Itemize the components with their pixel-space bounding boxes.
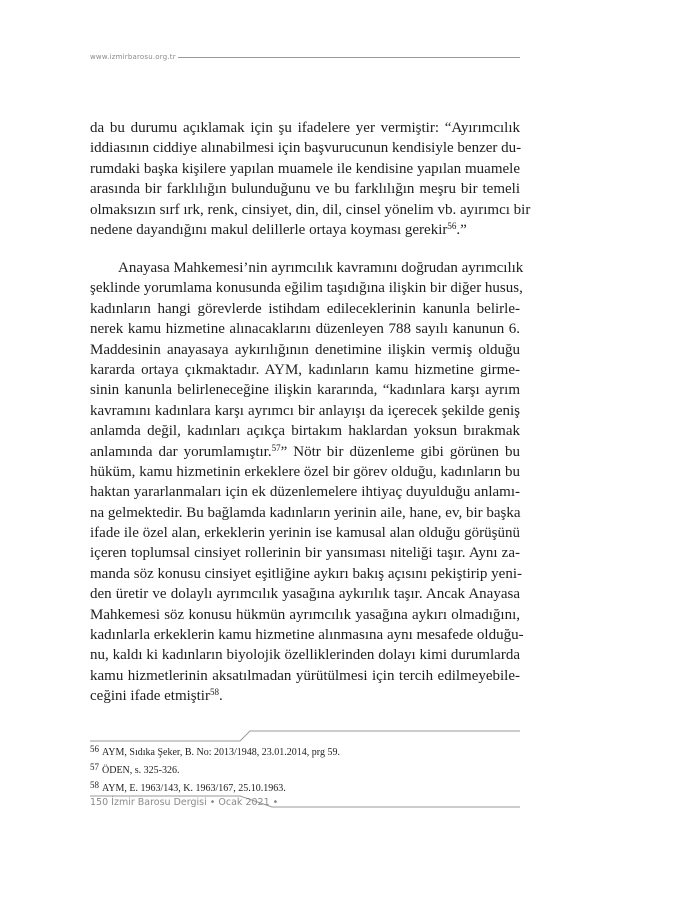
text-line <box>90 179 520 199</box>
line-text: den üretir ve dolaylı ayrımcılık yasağına aykırılık taşır. Ancak Anayasa <box>90 586 520 603</box>
text-line <box>90 442 520 462</box>
line-text: Maddesinin anayasaya aykırılığının denetimine ilişkin vermiş olduğu <box>90 341 520 358</box>
footnote-number: 58 <box>90 780 99 790</box>
text-line <box>90 278 523 298</box>
line-text: arasında bir farklılığın bulunduğunu ve bu farklılığın meşru bir temeli <box>90 181 520 198</box>
running-footer <box>90 795 520 811</box>
line-text: kamu hizmetlerinin aksatılmadan yürütülmesi için tercih edilmeyebile- <box>90 667 520 684</box>
line-text: içeren toplumsal cinsiyet rollerinin bir yansıması niteliği taşır. Aynı za- <box>90 545 520 562</box>
text-line <box>90 564 520 584</box>
line-text: ceğini ifade etmiştir <box>90 688 210 705</box>
text-line <box>90 200 531 220</box>
footnote-text: ÖDEN, s. 325-326. <box>102 765 180 776</box>
text-line <box>90 523 520 543</box>
line-text: nedene dayandığını makul delillerle ortaya koyması gerekir <box>90 221 448 238</box>
footnote-number: 56 <box>90 744 99 754</box>
line-text: ” Nötr bir düzenleme gibi görünen bu <box>280 443 520 460</box>
line-text: kadınlarla erkeklerin kamu hizmetine alınmasına aynı mesafede olduğu- <box>90 627 524 644</box>
text-line <box>90 220 520 240</box>
paragraph-1 <box>90 118 531 240</box>
line-text: anlamda değil, kadınları açıkça birtakım haklardan yoksun bırakmak <box>90 423 520 440</box>
line-text: . <box>218 688 223 705</box>
text-line <box>90 482 520 502</box>
line-text: rumdaki başka kişilere yapılan muamele ile kendisine yapılan muamele <box>90 160 520 177</box>
footnote-reference[interactable]: 57 <box>271 442 281 453</box>
footnote-57 <box>90 762 340 780</box>
footnote-text: AYM, Sıdıka Şeker, B. No: 2013/1948, 23.01.2014, prg 59. <box>102 747 340 758</box>
running-header <box>90 53 520 61</box>
text-line <box>90 421 520 441</box>
text-line <box>90 686 520 706</box>
line-text: .” <box>456 221 467 238</box>
text-line <box>90 380 520 400</box>
paragraph-2 <box>90 258 524 707</box>
line-text: hüküm, kamu hizmetinin erkeklere özel bir görev olduğu, kadınların bu <box>90 463 520 480</box>
text-line <box>90 299 520 319</box>
text-line <box>90 258 524 278</box>
footnote-number: 57 <box>90 762 99 772</box>
text-line <box>90 360 520 380</box>
text-line <box>90 340 520 360</box>
text-line <box>90 462 520 482</box>
footnote-separator <box>90 730 520 742</box>
text-line <box>90 543 520 563</box>
line-text: şeklinde yorumlama konusunda eğilim taşıdığına ilişkin bir diğer husus, <box>90 280 523 297</box>
text-line <box>90 645 520 665</box>
footer-text: 150 İzmir Barosu Dergisi • Ocak 2021 • <box>90 797 279 808</box>
text-line <box>90 319 520 339</box>
text-line <box>90 138 520 158</box>
line-text: iddiasının ciddiye alınabilmesi için başvurucunun kendisiyle benzer du- <box>90 140 522 157</box>
footnote-56 <box>90 744 340 762</box>
line-text: nerek kamu hizmetine alınacaklarını düzenleyen 788 sayılı kanunun 6. <box>90 321 520 338</box>
text-line <box>90 666 520 686</box>
text-line <box>90 159 520 179</box>
line-text: nu, kaldı ki kadınların biyolojik özelliklerinden dolayı kimi durumlarda <box>90 647 520 664</box>
header-rule <box>178 57 520 58</box>
line-text: kavramını kadınlara karşı ayrımcı bir anlayışı da içerecek şekilde geniş <box>90 402 520 419</box>
line-text: sinin kanunla belirleneceğine ilişkin kararında, “kadınlara karşı ayrım <box>90 382 520 399</box>
line-text: olmaksızın sırf ırk, renk, cinsiyet, din, dil, cinsel yönelim vb. ayırımcı bir <box>90 201 531 218</box>
line-text: kararda ortaya çıkmaktadır. AYM, kadınların kamu hizmetine girme- <box>90 361 520 378</box>
text-line <box>90 118 520 138</box>
line-text: da bu durumu açıklamak için şu ifadelere yer vermiştir: “Ayırımcılık <box>90 120 520 136</box>
line-text: Anayasa Mahkemesi’nin ayrımcılık kavramını doğrudan ayrımcılık <box>118 260 524 276</box>
site-url: www.izmirbarosu.org.tr <box>90 53 176 61</box>
footnotes <box>90 744 340 798</box>
line-text: manda söz konusu cinsiyet eşitliğine aykırı bakış açısını pekiştirip yeni- <box>90 565 522 582</box>
footnote-text: AYM, E. 1963/143, K. 1963/167, 25.10.1963. <box>102 783 286 794</box>
text-line <box>90 584 520 604</box>
line-text: ifade ile özel alan, erkeklerin yerinin ise kamusal alan olduğu görüşünü <box>90 525 520 542</box>
line-text: haktan yararlanmaları için ek düzenlemelere ihtiyaç duyulduğu anlamı- <box>90 484 520 501</box>
text-line <box>90 503 520 523</box>
footnote-reference[interactable]: 56 <box>447 220 457 231</box>
text-line <box>90 605 520 625</box>
line-text: Mahkemesi söz konusu hükmün ayrımcılık yasağına aykırı olmadığını, <box>90 606 520 623</box>
text-line <box>90 625 524 645</box>
line-text: anlamında dar yorumlamıştır. <box>90 443 272 460</box>
line-text: kadınların hangi görevlerde istihdam edileceklerinin kanunla belirle- <box>90 300 520 317</box>
footnote-reference[interactable]: 58 <box>209 687 219 698</box>
line-text: na gelmektedir. Bu bağlamda kadınların yerinin aile, hane, ev, bir başka <box>90 504 521 521</box>
text-line <box>90 401 520 421</box>
